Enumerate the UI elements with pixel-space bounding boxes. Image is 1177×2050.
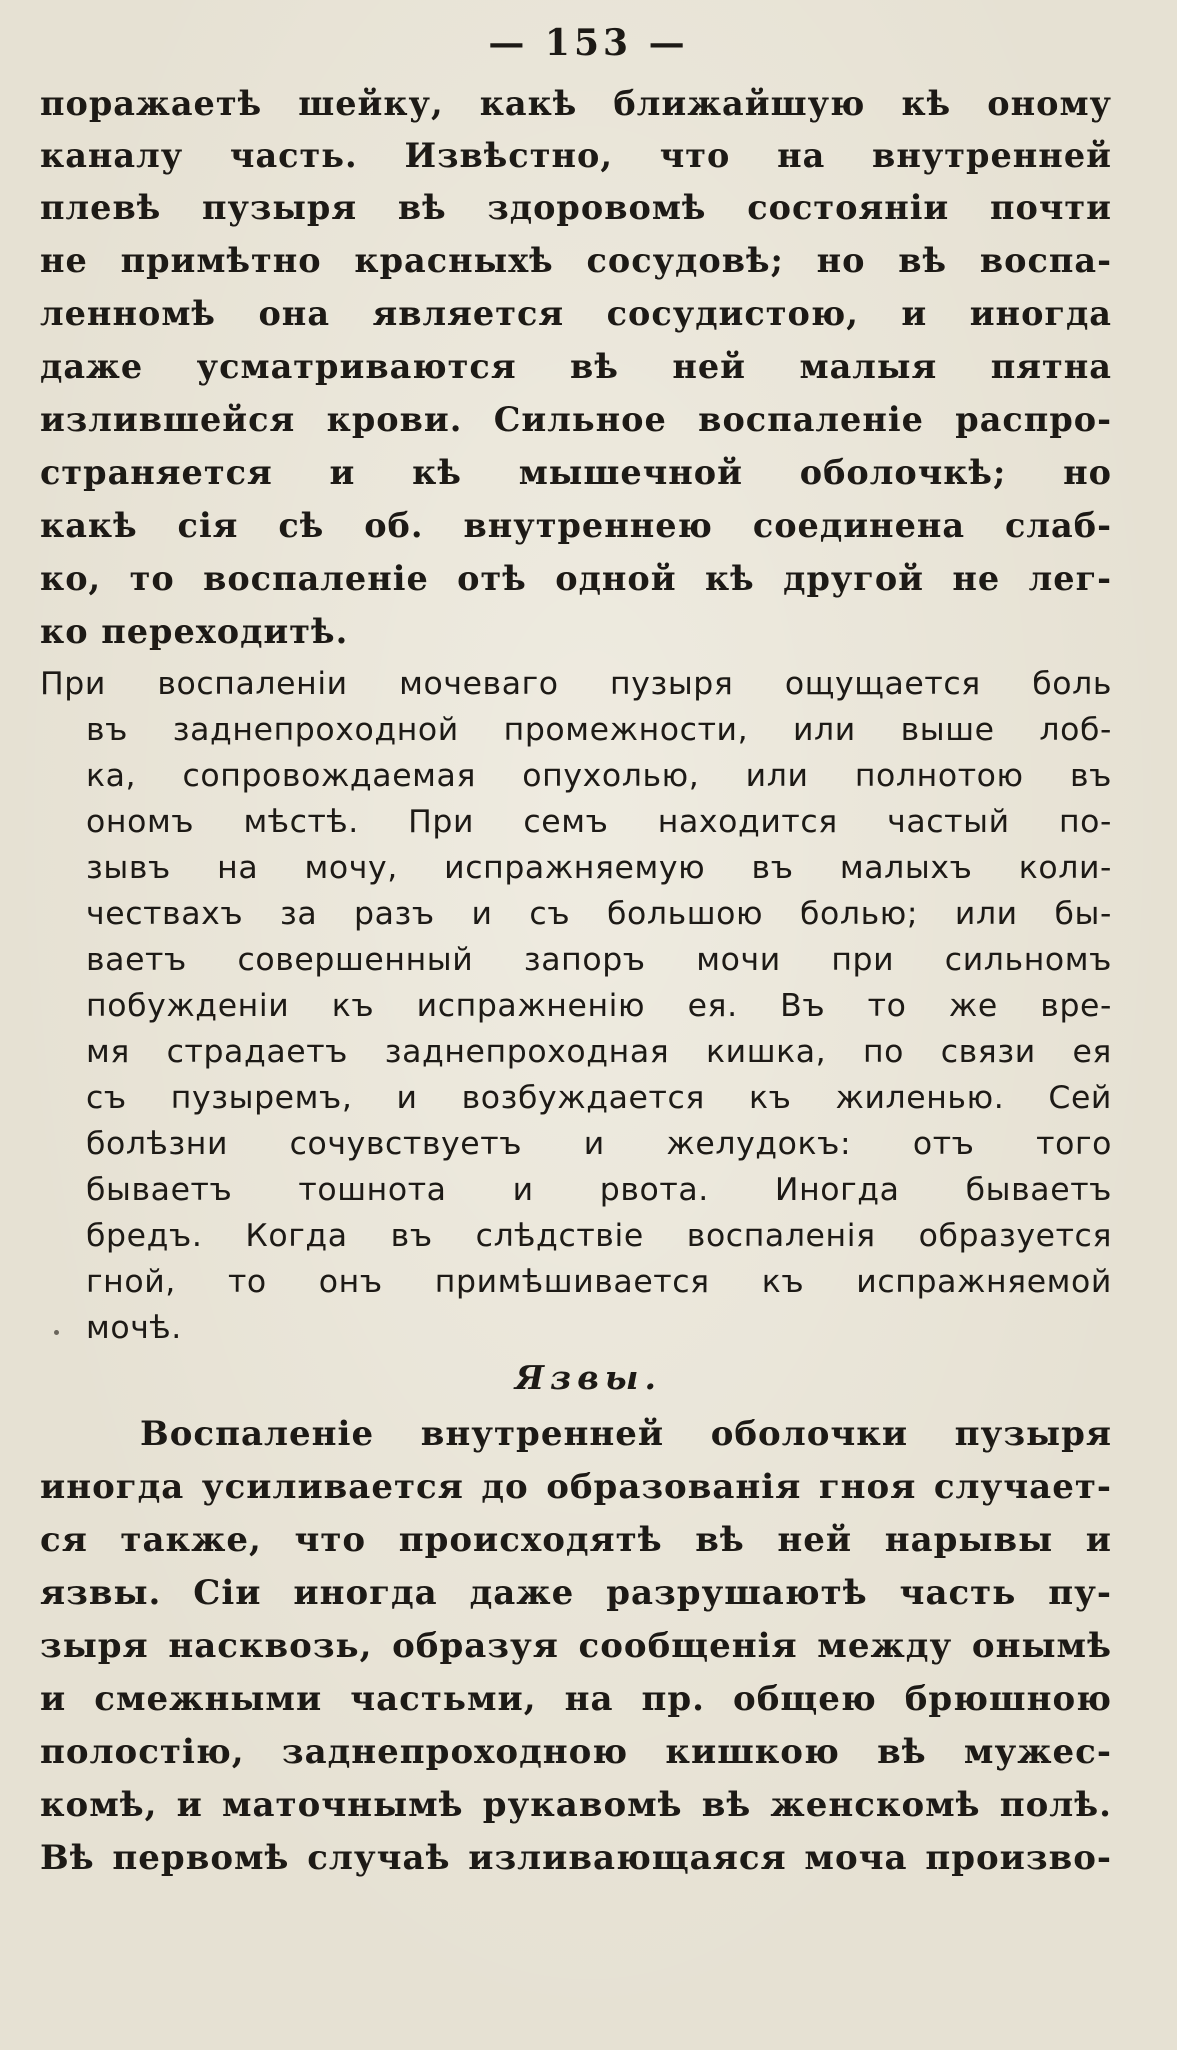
text-line: побужденіи къ испражненію ея. Въ то же вре- — [86, 988, 1112, 1024]
text-line: комѣ, и маточнымѣ рукавомѣ вѣ женскомѣ полѣ. — [40, 1785, 1112, 1825]
text-line: мя страдаетъ заднепроходная кишка, по связи ея — [86, 1034, 1112, 1070]
text-line: зыря насквозь, образуя сообщенія между онымѣ — [40, 1626, 1112, 1666]
text-line: ваетъ совершенный запоръ мочи при сильномъ — [86, 942, 1112, 978]
text-line: мочѣ. — [86, 1310, 182, 1346]
text-line: бываетъ тошнота и рвота. Иногда бываетъ — [86, 1172, 1112, 1208]
text-line: чествахъ за разъ и съ большою болью; или бы- — [86, 896, 1112, 932]
text-line: болѣзни сочувствуетъ и желудокъ: отъ того — [86, 1126, 1112, 1162]
text-line: ка, сопровождаемая опухолью, или полнотою въ — [86, 758, 1112, 794]
text-line: Вѣ первомѣ случаѣ изливающаяся моча произво- — [40, 1838, 1112, 1878]
text-line: даже усматриваются вѣ ней малыя пятна — [40, 347, 1112, 386]
text-line: ко переходитѣ. — [40, 612, 349, 651]
text-line: каналу часть. Извѣстно, что на внутренней — [40, 136, 1112, 175]
text-line: не примѣтно красныхѣ сосудовѣ; но вѣ воспа- — [40, 241, 1112, 280]
text-line: Воспаленіе внутренней оболочки пузыря — [140, 1414, 1112, 1454]
text-line: ся также, что происходятѣ вѣ ней нарывы и — [40, 1520, 1112, 1560]
text-line: гной, то онъ примѣшивается къ испражняемой — [86, 1264, 1112, 1300]
section-heading: Язвы. — [515, 1358, 662, 1397]
text-line: какѣ сія сѣ об. внутреннею соединена слаб- — [40, 506, 1112, 545]
text-line: полостію, заднепроходною кишкою вѣ мужес- — [40, 1732, 1112, 1772]
text-line: и смежными частьми, на пр. общею брюшною — [40, 1679, 1112, 1719]
text-line: поражаетѣ шейку, какѣ ближайшую кѣ оному — [40, 84, 1112, 123]
text-line: зывъ на мочу, испражняемую въ малыхъ коли- — [86, 850, 1112, 886]
text-line: плевѣ пузыря вѣ здоровомѣ состояніи почти — [40, 188, 1112, 227]
text-line: въ заднепроходной промежности, или выше лоб- — [86, 712, 1112, 748]
text-line: бредъ. Когда въ слѣдствіе воспаленія образуется — [86, 1218, 1112, 1254]
text-line: страняется и кѣ мышечной оболочкѣ; но — [40, 453, 1112, 492]
page-number: — 153 — — [488, 22, 689, 64]
ink-speck — [54, 1330, 59, 1335]
text-line: излившейся крови. Сильное воспаленіе распро- — [40, 400, 1112, 439]
text-line: При воспаленіи мочеваго пузыря ощущается боль — [40, 666, 1112, 702]
text-line: язвы. Сіи иногда даже разрушаютѣ часть пу- — [40, 1573, 1112, 1613]
text-line: иногда усиливается до образованія гноя случает- — [40, 1467, 1112, 1507]
text-line: ономъ мѣстѣ. При семъ находится частый по- — [86, 804, 1112, 840]
text-line: съ пузыремъ, и возбуждается къ жиленью. Сей — [86, 1080, 1112, 1116]
text-line: ко, то воспаленіе отѣ одной кѣ другой не лег- — [40, 559, 1112, 598]
text-line: ленномѣ она является сосудистою, и иногда — [40, 294, 1112, 333]
